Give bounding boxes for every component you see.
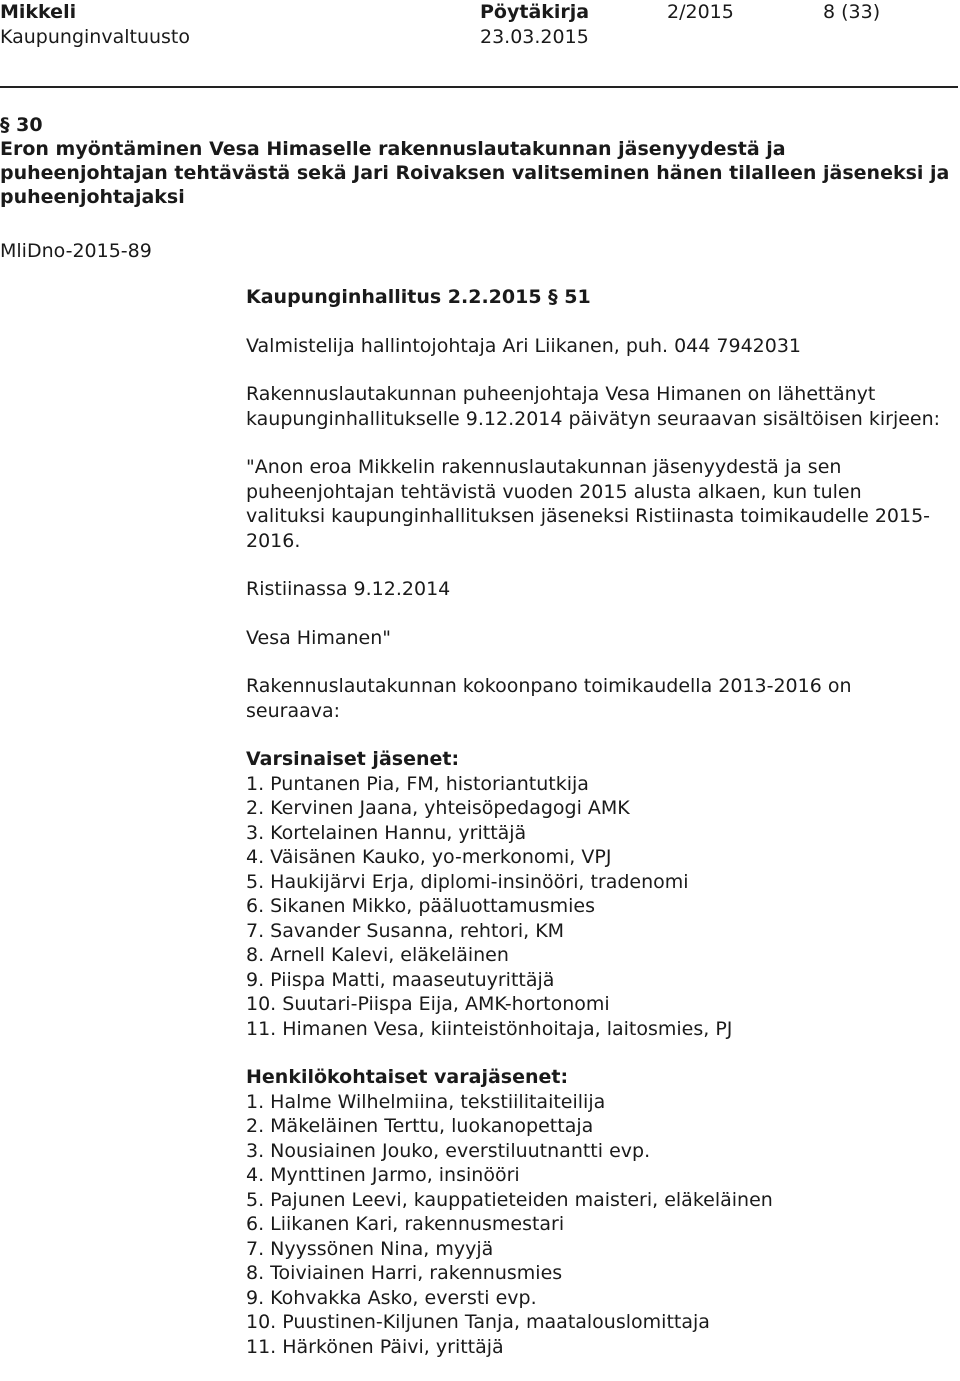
list-item: 4. Väisänen Kauko, yo-merkonomi, VPJ bbox=[246, 846, 612, 868]
list-item: 1. Halme Wilhelmiina, tekstiilitaiteilija bbox=[246, 1090, 606, 1113]
letter-place-date: Ristiinassa 9.12.2014 bbox=[246, 578, 451, 600]
list-item: 2. Mäkeläinen Terttu, luokanopettaja bbox=[246, 1115, 594, 1137]
list-item: 10. Puustinen-Kiljunen Tanja, maatalouslomittaja bbox=[246, 1311, 710, 1333]
list-item: 5. Haukijärvi Erja, diplomi-insinööri, tradenomi bbox=[246, 870, 689, 893]
section-heading bbox=[0, 113, 950, 209]
list-item: 8. Toiviainen Harri, rakennusmies bbox=[246, 1262, 563, 1284]
list-item: 6. Sikanen Mikko, pääluottamusmies bbox=[246, 895, 595, 917]
composition-paragraph: Rakennuslautakunnan kokoonpano toimikaudella 2013-2016 on seuraava: bbox=[246, 675, 852, 722]
section-title: Eron myöntäminen Vesa Himaselle rakennuslautakunnan jäsenyydestä ja puheenjohtajan tehtävästä sekä Jari Roivaksen valitseminen hänen tilalleen jäseneksi ja puheenjohtajaksi bbox=[0, 138, 950, 208]
list-item: 1. Puntanen Pia, FM, historiantutkija bbox=[246, 772, 589, 795]
members-heading: Varsinaiset jäsenet: bbox=[246, 748, 460, 770]
deputies-list bbox=[246, 1090, 946, 1360]
list-item: 6. Liikanen Kari, rakennusmestari bbox=[246, 1213, 565, 1235]
deputies-heading: Henkilökohtaiset varajäsenet: bbox=[246, 1066, 569, 1088]
main-content bbox=[246, 285, 946, 1359]
header-divider bbox=[0, 86, 958, 88]
members-list bbox=[246, 772, 946, 1042]
list-item: 8. Arnell Kalevi, eläkeläinen bbox=[246, 944, 509, 966]
preparer-line: Valmistelija hallintojohtaja Ari Liikanen, puh. 044 7942031 bbox=[246, 334, 802, 357]
letter-signature: Vesa Himanen" bbox=[246, 626, 392, 649]
list-item: 4. Mynttinen Jarmo, insinööri bbox=[246, 1164, 520, 1186]
quoted-letter: "Anon eroa Mikkelin rakennuslautakunnan jäsenyydestä ja sen puheenjohtajan tehtävistä vuoden 2015 alusta alkaen, kun tulen valituksi kaupunginhallituksen jäseneksi Ristiinasta toimikaudelle 2015-2016. bbox=[246, 456, 931, 552]
list-item: 7. Nyyssönen Nina, myyjä bbox=[246, 1237, 494, 1260]
list-item: 7. Savander Susanna, rehtori, KM bbox=[246, 919, 565, 942]
header-body-name: Kaupunginvaltuusto bbox=[0, 26, 191, 48]
list-item: 11. Himanen Vesa, kiinteistönhoitaja, laitosmies, PJ bbox=[246, 1017, 733, 1040]
header-document-type: Pöytäkirja bbox=[480, 1, 590, 23]
section-number: § 30 bbox=[0, 114, 43, 136]
list-item: 3. Kortelainen Hannu, yrittäjä bbox=[246, 821, 527, 844]
list-item: 9. Piispa Matti, maaseutuyrittäjä bbox=[246, 968, 555, 991]
record-reference: MliDno-2015-89 bbox=[0, 240, 152, 262]
list-item: 11. Härkönen Päivi, yrittäjä bbox=[246, 1335, 504, 1358]
board-reference: Kaupunginhallitus 2.2.2015 § 51 bbox=[246, 286, 591, 308]
header-document-number: 2/2015 bbox=[667, 1, 734, 23]
header-organization: Mikkeli bbox=[0, 1, 77, 23]
list-item: 3. Nousiainen Jouko, everstiluutnantti evp. bbox=[246, 1139, 651, 1162]
page-header bbox=[0, 0, 960, 52]
list-item: 10. Suutari-Piispa Eija, AMK-hortonomi bbox=[246, 993, 610, 1015]
list-item: 9. Kohvakka Asko, eversti evp. bbox=[246, 1286, 537, 1309]
intro-paragraph: Rakennuslautakunnan puheenjohtaja Vesa Himanen on lähettänyt kaupunginhallitukselle 9.12.2014 päivätyn seuraavan sisältöisen kirjeen: bbox=[246, 383, 941, 430]
header-page-number: 8 (33) bbox=[823, 1, 881, 23]
list-item: 5. Pajunen Leevi, kauppatieteiden maisteri, eläkeläinen bbox=[246, 1188, 773, 1211]
list-item: 2. Kervinen Jaana, yhteisöpedagogi AMK bbox=[246, 797, 630, 819]
header-date: 23.03.2015 bbox=[480, 26, 589, 48]
